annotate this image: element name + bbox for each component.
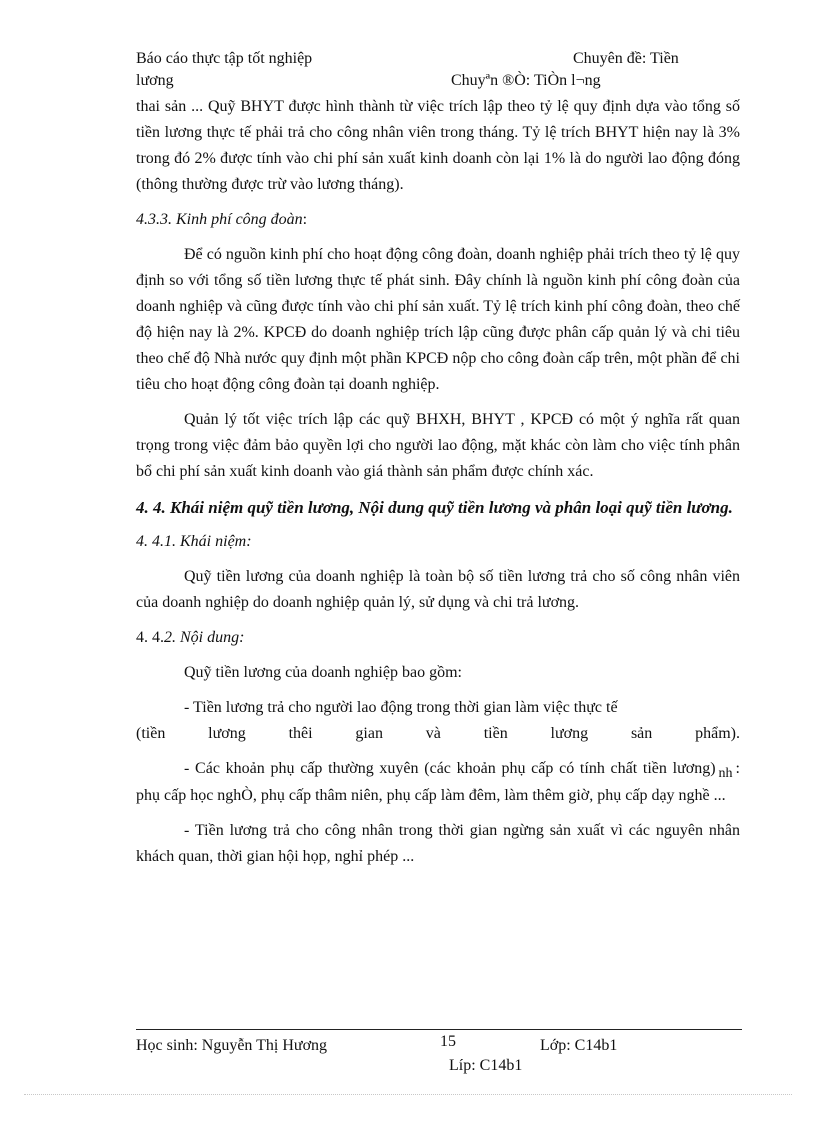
word: lương	[208, 725, 246, 742]
heading-4-4-1: 4. 4.1. Khái niệm:	[136, 533, 252, 550]
footer-page-number: 15	[440, 1033, 456, 1050]
word: phẩm).	[695, 725, 740, 742]
header-left-line2: lương	[136, 72, 174, 89]
paragraph-quan-ly: Quản lý tốt việc trích lập các quỹ BHXH, BHYT , KPCĐ có một ý nghĩa rất quan trọng trong việc đảm bảo quyền lợi cho người lao động, mặt khác còn làm cho việc tính phân bổ chi phí sản xuất kinh doanh vào giá thành sản phẩm được chính xác.	[136, 411, 740, 480]
paragraph-khai-niem: Quỹ tiền lương của doanh nghiệp là toàn bộ số tiền lương trả cho số công nhân viên của doanh nghiệp do doanh nghiệp quản lý, sử dụng và chi trả lương.	[136, 568, 740, 611]
phu-cap-part1: - Các khoản phụ cấp thường xuyên (các khoản phụ cấp có tính chất tiền lương)	[184, 760, 716, 777]
paragraph-kpcd: Để có nguồn kinh phí cho hoạt động công đoàn, doanh nghiệp phải trích theo tỷ lệ quy định so với tổng số tiền lương thực tế phát sinh. Đây chính là nguồn kinh phí công đoàn của doanh nghiệp và cũng được tính vào chi phí sản xuất. Tỷ lệ trích kinh phí công đoàn, theo chế độ hiện nay là 2%. KPCĐ do doanh nghiệp trích lập cũng được phân cấp quản lý và chi tiêu theo chế độ Nhà nước quy định một phần KPCĐ nộp cho công đoàn cấp trên, một phần để chi tiêu cho hoạt động công đoàn tại doanh nghiệp.	[136, 246, 740, 393]
heading-4-4-2	[136, 625, 740, 651]
paragraph-phu-cap	[136, 756, 740, 809]
word: và	[425, 725, 441, 742]
paragraph-tien-luong-line2	[136, 721, 740, 747]
paragraph-tien-luong-line1: - Tiền lương trả cho người lao động trong thời gian làm việc thực tế	[184, 699, 618, 716]
footer-rule	[136, 1029, 742, 1030]
heading-4-3-3-colon: :	[302, 211, 308, 228]
paragraph-bhyt: thai sản ... Quỹ BHYT được hình thành từ việc trích lập theo tỷ lệ quy định dựa vào tổng số tiền lương thực tế phải trả cho công nhân viên trong tháng. Tỷ lệ trích BHYT hiện nay là 3% trong đó 2% được tính vào chi phí sản xuất kinh doanh còn lại 1% là do người lao động đóng (thông thường được trừ vào lương tháng).	[136, 98, 740, 193]
header-right-line2: Chuyªn ®Ò: TiÒn l¬ng	[451, 72, 601, 89]
word: (tiền	[136, 725, 166, 742]
header-right-line1: Chuyên đề: Tiền	[573, 50, 679, 67]
phu-cap-nh: nh	[718, 766, 733, 781]
paragraph-bao-gom: Quỹ tiền lương của doanh nghiệp bao gồm:	[184, 664, 462, 681]
footer-class-alt: Líp: C14b1	[449, 1057, 523, 1074]
word: lương	[550, 725, 589, 742]
word: tiền	[483, 725, 508, 742]
heading-4-4-2-number: 4. 4.	[136, 629, 164, 646]
header-left-line1: Báo cáo thực tập tốt nghiệp	[136, 50, 313, 67]
heading-4-4-2-title: 2. Nội dung:	[164, 629, 245, 646]
heading-4-3-3-title: Kinh phí công đoàn	[176, 211, 303, 228]
phu-cap-part2: : phụ cấp học nghÒ, phụ cấp thâm niên, phụ cấp làm đêm, làm thêm giờ, phụ cấp dạy nghề ...	[136, 760, 740, 804]
footer-class: Lớp: C14b1	[540, 1037, 618, 1054]
page-break-dotted-line	[24, 1094, 792, 1095]
word: sản	[630, 725, 653, 742]
word: gian	[355, 725, 383, 742]
heading-4-3-3	[136, 207, 740, 233]
word: thêi	[288, 725, 313, 742]
footer-student-name: Học sinh: Nguyễn Thị Hương	[136, 1037, 328, 1054]
heading-4-3-3-number: 4.3.3.	[136, 211, 176, 228]
paragraph-ngung-san-xuat: - Tiền lương trả cho công nhân trong thời gian ngừng sản xuất vì các nguyên nhân khách quan, thời gian hội họp, nghỉ phép ...	[136, 822, 740, 865]
body-content	[136, 94, 740, 879]
heading-4-4: 4. 4. Khái niệm quỹ tiền lương, Nội dung quỹ tiền lương và phân loại quỹ tiền lương.	[136, 498, 733, 517]
